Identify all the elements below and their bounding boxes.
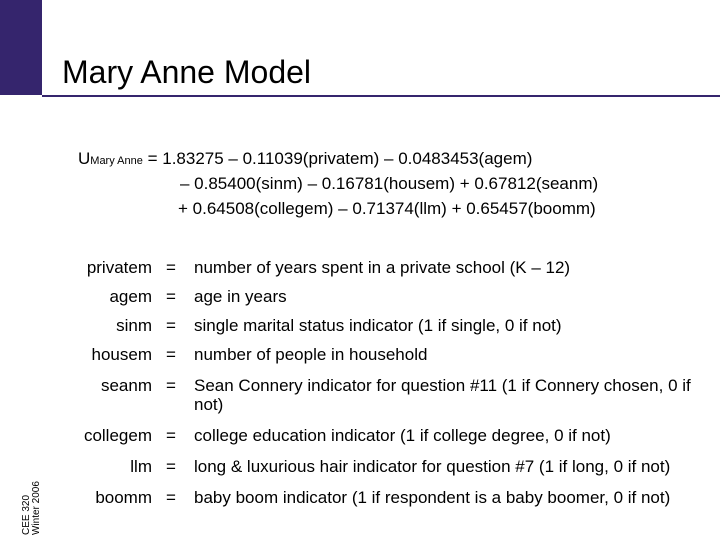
equals-sign: =	[166, 488, 176, 507]
utility-equation-line1	[78, 146, 532, 174]
variable-name: housem	[91, 345, 152, 364]
equals-sign: =	[166, 345, 176, 364]
utility-equation-line3: + 0.64508(collegem) – 0.71374(llm) + 0.65457(boomm)	[178, 199, 596, 218]
course-footer	[22, 481, 42, 535]
variable-description: age in years	[194, 287, 287, 306]
variable-description: long & luxurious hair indicator for question #7 (1 if long, 0 if not)	[194, 457, 671, 476]
equals-sign: =	[166, 287, 176, 306]
variable-name: agem	[109, 287, 152, 306]
variable-description: baby boom indicator (1 if respondent is a baby boomer, 0 if not)	[194, 488, 671, 507]
equation-terms-1: = 1.83275 – 0.11039(privatem) – 0.0483453(agem)	[142, 149, 533, 168]
course-code: CEE 320	[21, 494, 32, 535]
utility-symbol: U	[78, 149, 91, 168]
equals-sign: =	[166, 376, 176, 395]
slide-title: Mary Anne Model	[62, 54, 312, 90]
variable-name: seanm	[100, 376, 152, 395]
equals-sign: =	[166, 316, 176, 335]
variable-name: collegem	[83, 426, 152, 445]
variable-description: number of people in household	[194, 345, 428, 364]
title-divider	[42, 95, 720, 97]
variable-description: college education indicator (1 if college degree, 0 if not)	[194, 426, 611, 445]
variable-description: Sean Connery indicator for question #11 (1 if Connery chosen, 0 if not)	[194, 376, 691, 414]
variable-name: sinm	[116, 316, 152, 335]
variable-name: llm	[130, 457, 152, 476]
equals-sign: =	[166, 457, 176, 476]
variable-name: boomm	[95, 488, 152, 507]
equals-sign: =	[166, 426, 176, 445]
utility-equation-line2: – 0.85400(sinm) – 0.16781(housem) + 0.67812(seanm)	[180, 174, 599, 193]
course-term: Winter 2006	[31, 481, 42, 535]
side-bar-accent	[0, 0, 42, 95]
variable-description: single marital status indicator (1 if single, 0 if not)	[194, 316, 562, 335]
variable-name: privatem	[86, 258, 152, 277]
utility-subscript: Mary Anne	[90, 155, 143, 167]
variable-description: number of years spent in a private school (K – 12)	[194, 258, 571, 277]
equals-sign: =	[166, 258, 176, 277]
